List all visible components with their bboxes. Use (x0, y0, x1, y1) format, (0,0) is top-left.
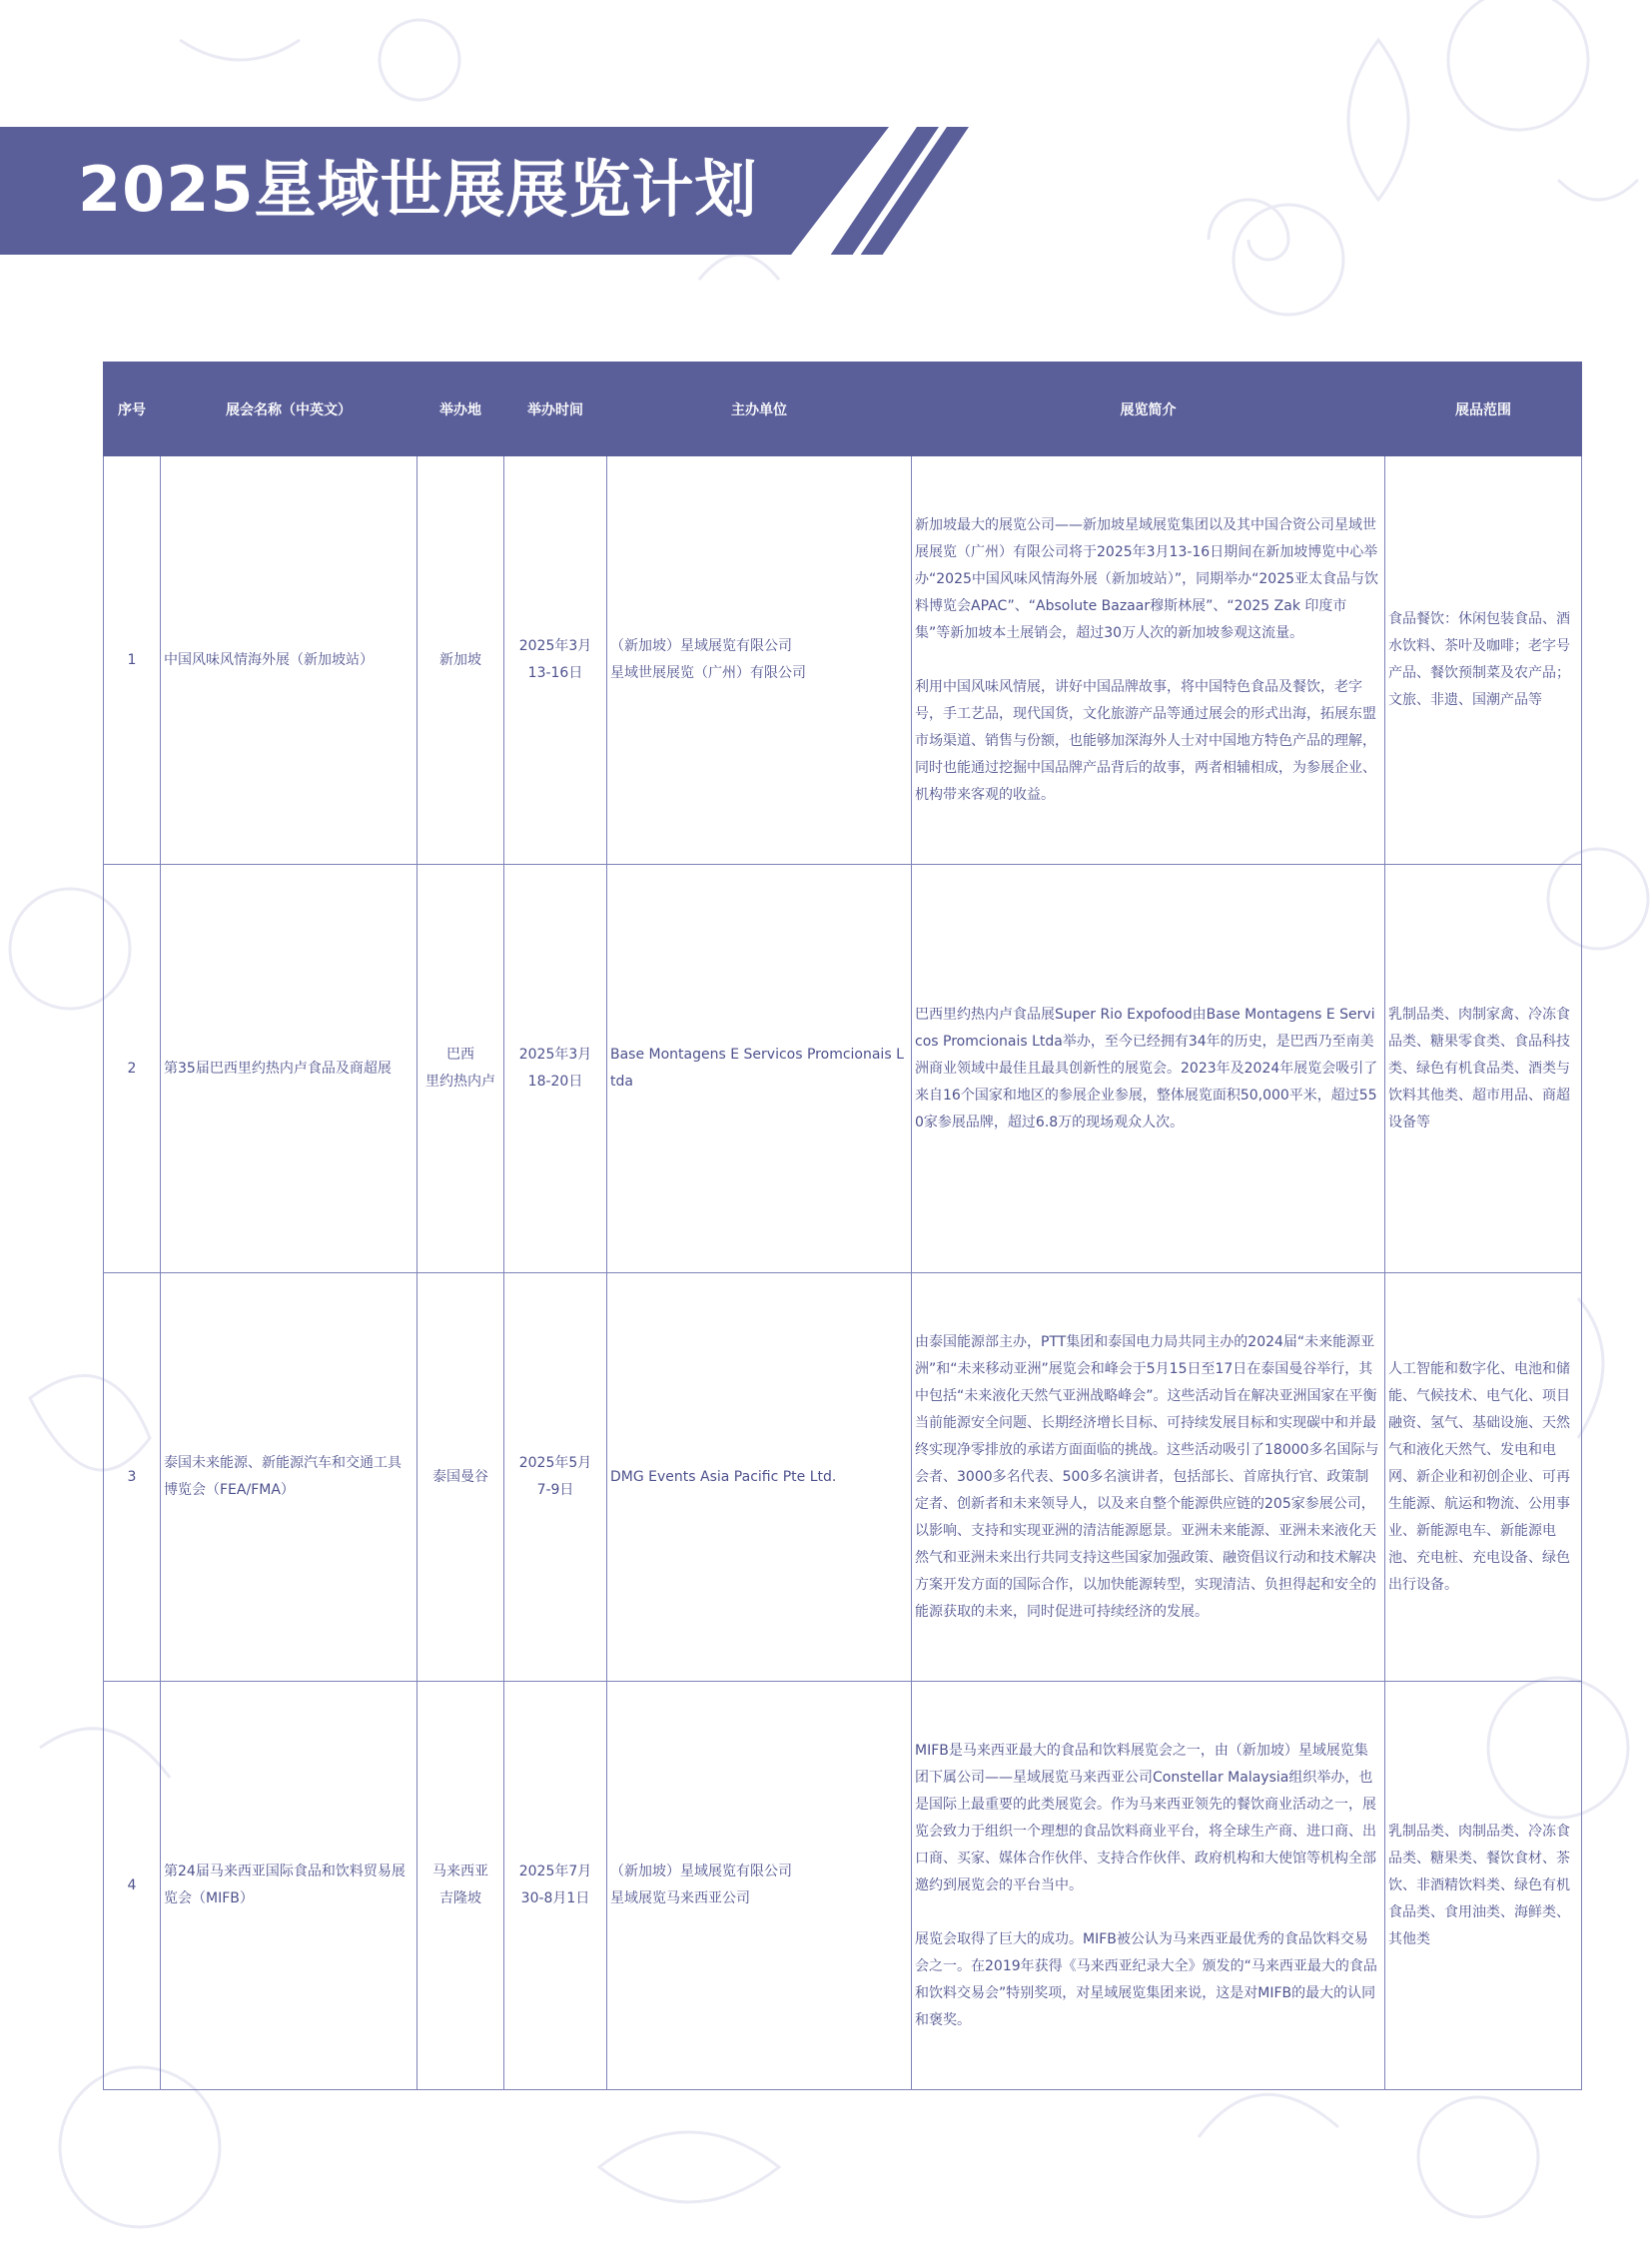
exhibition-intro: 由泰国能源部主办，PTT集团和泰国电力局共同主办的2024届“未来能源亚洲”和“未来移动亚洲”展览会和峰会于5月15日至17日在泰国曼谷举行，其中包括“未来液化天然气亚洲战略峰会”。这些活动旨在解决亚洲国家在平衡当前能源安全问题、长期经济增长目标、可持续发展目标和实现碳中和并最终实现净零排放的承诺方面面临的挑战。这些活动吸引了18000多名国际与会者、3000多名代表、500多名演讲者，包括部长、首席执行官、政策制定者、创新者和未来领导人，以及来自整个能源供应链的205家参展公司，以影响、支持和实现亚洲的清洁能源愿景。亚洲未来能源、亚洲未来液化天然气和亚洲未来出行共同支持这些国家加强政策、融资倡议行动和技术解决方案开发方面的国际合作，以加快能源转型，实现清洁、负担得起和安全的能源获取的未来，同时促进可持续经济的发展。 (912, 1273, 1385, 1682)
exhibition-name: 中国风味风情海外展（新加坡站） (161, 456, 417, 865)
exhibition-intro: 巴西里约热内卢食品展Super Rio Expofood由Base Montagens E Servicos Promcionais Ltda举办，至今已经拥有34年的历史，是巴西乃至南美洲商业领域中最佳且最具创新性的展览会。2023年及2024年展览会吸引了来自16个国家和地区的参展企业参展，整体展览面积50,000平米，超过550家参展品牌，超过6.8万的现场观众人次。 (912, 865, 1385, 1273)
exhibition-organizer: DMG Events Asia Pacific Pte Ltd. (607, 1273, 912, 1682)
exhibition-date: 2025年3月 13-16日 (504, 456, 607, 865)
exhibition-schedule-table (103, 362, 1582, 2090)
exhibit-scope: 乳制品类、肉制品类、冷冻食品类、糖果类、餐饮食材、茶饮、非酒精饮料类、绿色有机食品类、食用油类、海鲜类、其他类 (1385, 1682, 1582, 2090)
exhibition-date: 2025年5月 7-9日 (504, 1273, 607, 1682)
exhibition-location: 泰国曼谷 (417, 1273, 504, 1682)
row-number: 4 (104, 1682, 161, 2090)
table-row (104, 1682, 1582, 2090)
exhibition-location: 马来西亚 吉隆坡 (417, 1682, 504, 2090)
table-row (104, 456, 1582, 865)
row-number: 3 (104, 1273, 161, 1682)
row-number: 2 (104, 865, 161, 1273)
header-cell: 举办地 (417, 363, 504, 456)
header-cell: 展览简介 (912, 363, 1385, 456)
header-cell: 举办时间 (504, 363, 607, 456)
exhibition-intro: MIFB是马来西亚最大的食品和饮料展览会之一，由（新加坡）星域展览集团下属公司——星域展览马来西亚公司Constellar Malaysia组织举办，也是国际上最重要的此类展览会。作为马来西亚领先的餐饮商业活动之一，展览会致力于组织一个理想的食品饮料商业平台，将全球生产商、进口商、出口商、买家、媒体合作伙伴、支持合作伙伴、政府机构和大使馆等机构全部邀约到展览会的平台当中。 展览会取得了巨大的成功。MIFB被公认为马来西亚最优秀的食品饮料交易会之一。在2019年获得《马来西亚纪录大全》颁发的“马来西亚最大的食品和饮料交易会”特别奖项，对星域展览集团来说，这是对MIFB的最大的认同和褒奖。 (912, 1682, 1385, 2090)
header-cell: 展品范围 (1385, 363, 1582, 456)
table-row (104, 1273, 1582, 1682)
exhibit-scope: 人工智能和数字化、电池和储能、气候技术、电气化、项目融资、氢气、基础设施、天然气和液化天然气、发电和电网、新企业和初创企业、可再生能源、航运和物流、公用事业、新能源电车、新能源电池、充电桩、充电设备、绿色出行设备。 (1385, 1273, 1582, 1682)
exhibit-scope: 乳制品类、肉制家禽、冷冻食品类、糖果零食类、食品科技类、绿色有机食品类、酒类与饮料其他类、超市用品、商超设备等 (1385, 865, 1582, 1273)
exhibition-organizer: （新加坡）星域展览有限公司 星域展览马来西亚公司 (607, 1682, 912, 2090)
exhibition-date: 2025年7月 30-8月1日 (504, 1682, 607, 2090)
table-row (104, 865, 1582, 1273)
exhibition-location: 新加坡 (417, 456, 504, 865)
exhibition-name: 第35届巴西里约热内卢食品及商超展 (161, 865, 417, 1273)
exhibit-scope: 食品餐饮：休闲包装食品、酒水饮料、茶叶及咖啡；老字号产品、餐饮预制菜及农产品；文旅、非遗、国潮产品等 (1385, 456, 1582, 865)
exhibition-date: 2025年3月 18-20日 (504, 865, 607, 1273)
exhibition-intro: 新加坡最大的展览公司——新加坡星域展览集团以及其中国合资公司星域世展展览（广州）有限公司将于2025年3月13-16日期间在新加坡博览中心举办“2025中国风味风情海外展（新加坡站）”，同期举办“2025亚太食品与饮料博览会APAC”、“Absolute Bazaar穆斯林展”、“2025 Zak 印度市集”等新加坡本土展销会，超过30万人次的新加坡参观这流量。 利用中国风味风情展，讲好中国品牌故事，将中国特色食品及餐饮，老字号，手工艺品，现代国货，文化旅游产品等通过展会的形式出海，拓展东盟市场渠道、销售与份额，也能够加深海外人士对中国地方特色产品的理解，同时也能通过挖掘中国品牌产品背后的故事，两者相辅相成，为参展企业、机构带来客观的收益。 (912, 456, 1385, 865)
header-cell: 序号 (104, 363, 161, 456)
header-cell: 展会名称（中英文） (161, 363, 417, 456)
exhibition-organizer: Base Montagens E Servicos Promcionais Ltda (607, 865, 912, 1273)
header-cell: 主办单位 (607, 363, 912, 456)
exhibition-organizer: （新加坡）星域展览有限公司 星域世展展览（广州）有限公司 (607, 456, 912, 865)
exhibition-name: 第24届马来西亚国际食品和饮料贸易展览会（MIFB） (161, 1682, 417, 2090)
exhibition-name: 泰国未来能源、新能源汽车和交通工具博览会（FEA/FMA） (161, 1273, 417, 1682)
row-number: 1 (104, 456, 161, 865)
page-title: 2025星域世展展览计划 (78, 153, 758, 226)
exhibition-location: 巴西 里约热内卢 (417, 865, 504, 1273)
table-header-row (104, 363, 1582, 456)
